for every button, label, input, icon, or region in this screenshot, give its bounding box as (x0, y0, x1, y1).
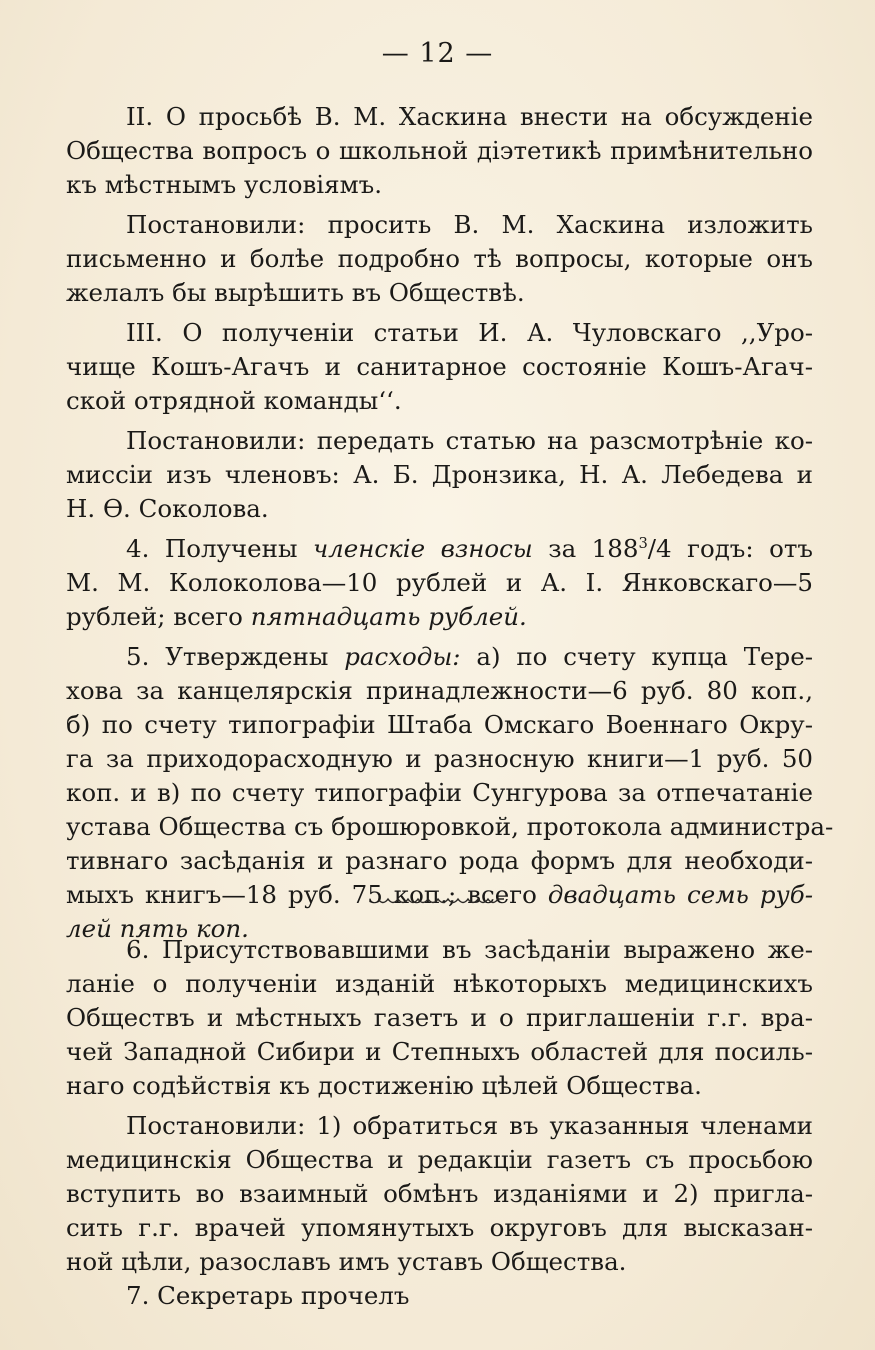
paragraph-line: медицинскія Общества и редакціи газетъ съ просьбою (66, 1145, 813, 1174)
paragraph-line: 7. Секретарь прочелъ (126, 1281, 410, 1310)
text-run: за $188^3/4$ годъ: отъ (548, 534, 813, 563)
text-run: рублей; всего (66, 602, 243, 631)
paragraph-line (66, 600, 813, 634)
paragraph-line: II. О просьбѣ В. М. Хаскина внести на обсужденіе (126, 102, 813, 131)
paragraph-line: коп. и в) по счету типографіи Сунгурова за отпечатаніе (66, 778, 813, 807)
page-number: — 12 — (381, 38, 494, 69)
paragraph-line: ланіе о полученіи изданій нѣкоторыхъ медицинскихъ (66, 969, 813, 998)
paragraph-line: Постановили: 1) обратиться въ указанныя членами (126, 1111, 813, 1140)
text-block-top (66, 100, 834, 946)
paragraph-line: миссіи изъ членовъ: А. Б. Дронзика, Н. А. Лебедева и (66, 460, 813, 489)
text-run: 4. Получены (126, 534, 298, 563)
paragraph-line: къ мѣстнымъ условіямъ. (66, 170, 383, 199)
paragraph-line: га за приходорасходную и разносную книги—1 руб. 50 (66, 744, 813, 773)
paragraph-line: Обществъ и мѣстныхъ газетъ и о приглашеніи г.г. вра- (66, 1003, 813, 1032)
paragraph-line: М. М. Колоколова—10 рублей и А. I. Янковскаго—5 (66, 568, 813, 597)
emphasis: лей пять коп. (66, 914, 249, 943)
paragraph-line: б) по счету типографіи Штаба Омскаго Военнаго Окру- (66, 710, 813, 739)
paragraph-line: ной цѣли, разославъ имъ уставъ Общества. (66, 1247, 627, 1276)
emphasis: двадцать семь руб- (547, 880, 813, 909)
text-run: а) по счету купца Тере- (476, 642, 813, 671)
paragraph-line (66, 640, 813, 674)
paragraph-line: Н. Ѳ. Соколова. (66, 494, 269, 523)
paragraph-line: сить г.г. врачей упомянутыхъ округовъ для высказан- (66, 1213, 813, 1242)
paragraph-line: устава Общества съ брошюровкой, протокола администра- (66, 812, 834, 841)
paragraph-line: 6. Присутствовавшими въ засѣданіи выражено же- (126, 935, 813, 964)
paragraph-line: хова за канцелярскія принадлежности—6 руб. 80 коп., (66, 676, 813, 705)
paragraph-line: Постановили: просить В. М. Хаскина изложить (126, 210, 813, 239)
paragraph-line: желалъ бы вырѣшить въ Обществѣ. (66, 278, 525, 307)
paragraph-line: Постановили: передать статью на разсмотрѣніе ко- (126, 426, 813, 455)
paragraph-line: вступить во взаимный обмѣнъ изданіями и 2) пригла- (66, 1179, 813, 1208)
paragraph-line: тивнаго засѣданія и разнаго рода формъ для необходи- (66, 846, 813, 875)
text-block-bottom (66, 933, 813, 1313)
emphasis: расходы: (344, 642, 461, 671)
emphasis: пятнадцать рублей. (250, 602, 527, 631)
paragraph-line: чище Кошъ-Агачъ и санитарное состояніе Кошъ-Агач- (66, 352, 813, 381)
paragraph-line: Общества вопросъ о школьной діэтетикѣ примѣнительно (66, 136, 813, 165)
paragraph-line: ской отрядной команды‘‘. (66, 386, 402, 415)
paragraph-line: наго содѣйствія къ достиженію цѣлей Общества. (66, 1071, 702, 1100)
ornament-divider (378, 895, 504, 909)
paragraph-line (66, 532, 813, 566)
paragraph-line: чей Западной Сибири и Степныхъ областей для посиль- (66, 1037, 813, 1066)
emphasis: членскіе взносы (312, 534, 533, 563)
text-run: 5. Утверждены (126, 642, 329, 671)
paragraph-line: письменно и болѣе подробно тѣ вопросы, которые онъ (66, 244, 813, 273)
superscript: 3 (638, 534, 648, 552)
text-run: мыхъ книгъ—18 руб. 75 коп.; всего (66, 880, 537, 909)
paragraph-line: III. О полученіи статьи И. А. Чуловскаго ,,Уро- (126, 318, 813, 347)
